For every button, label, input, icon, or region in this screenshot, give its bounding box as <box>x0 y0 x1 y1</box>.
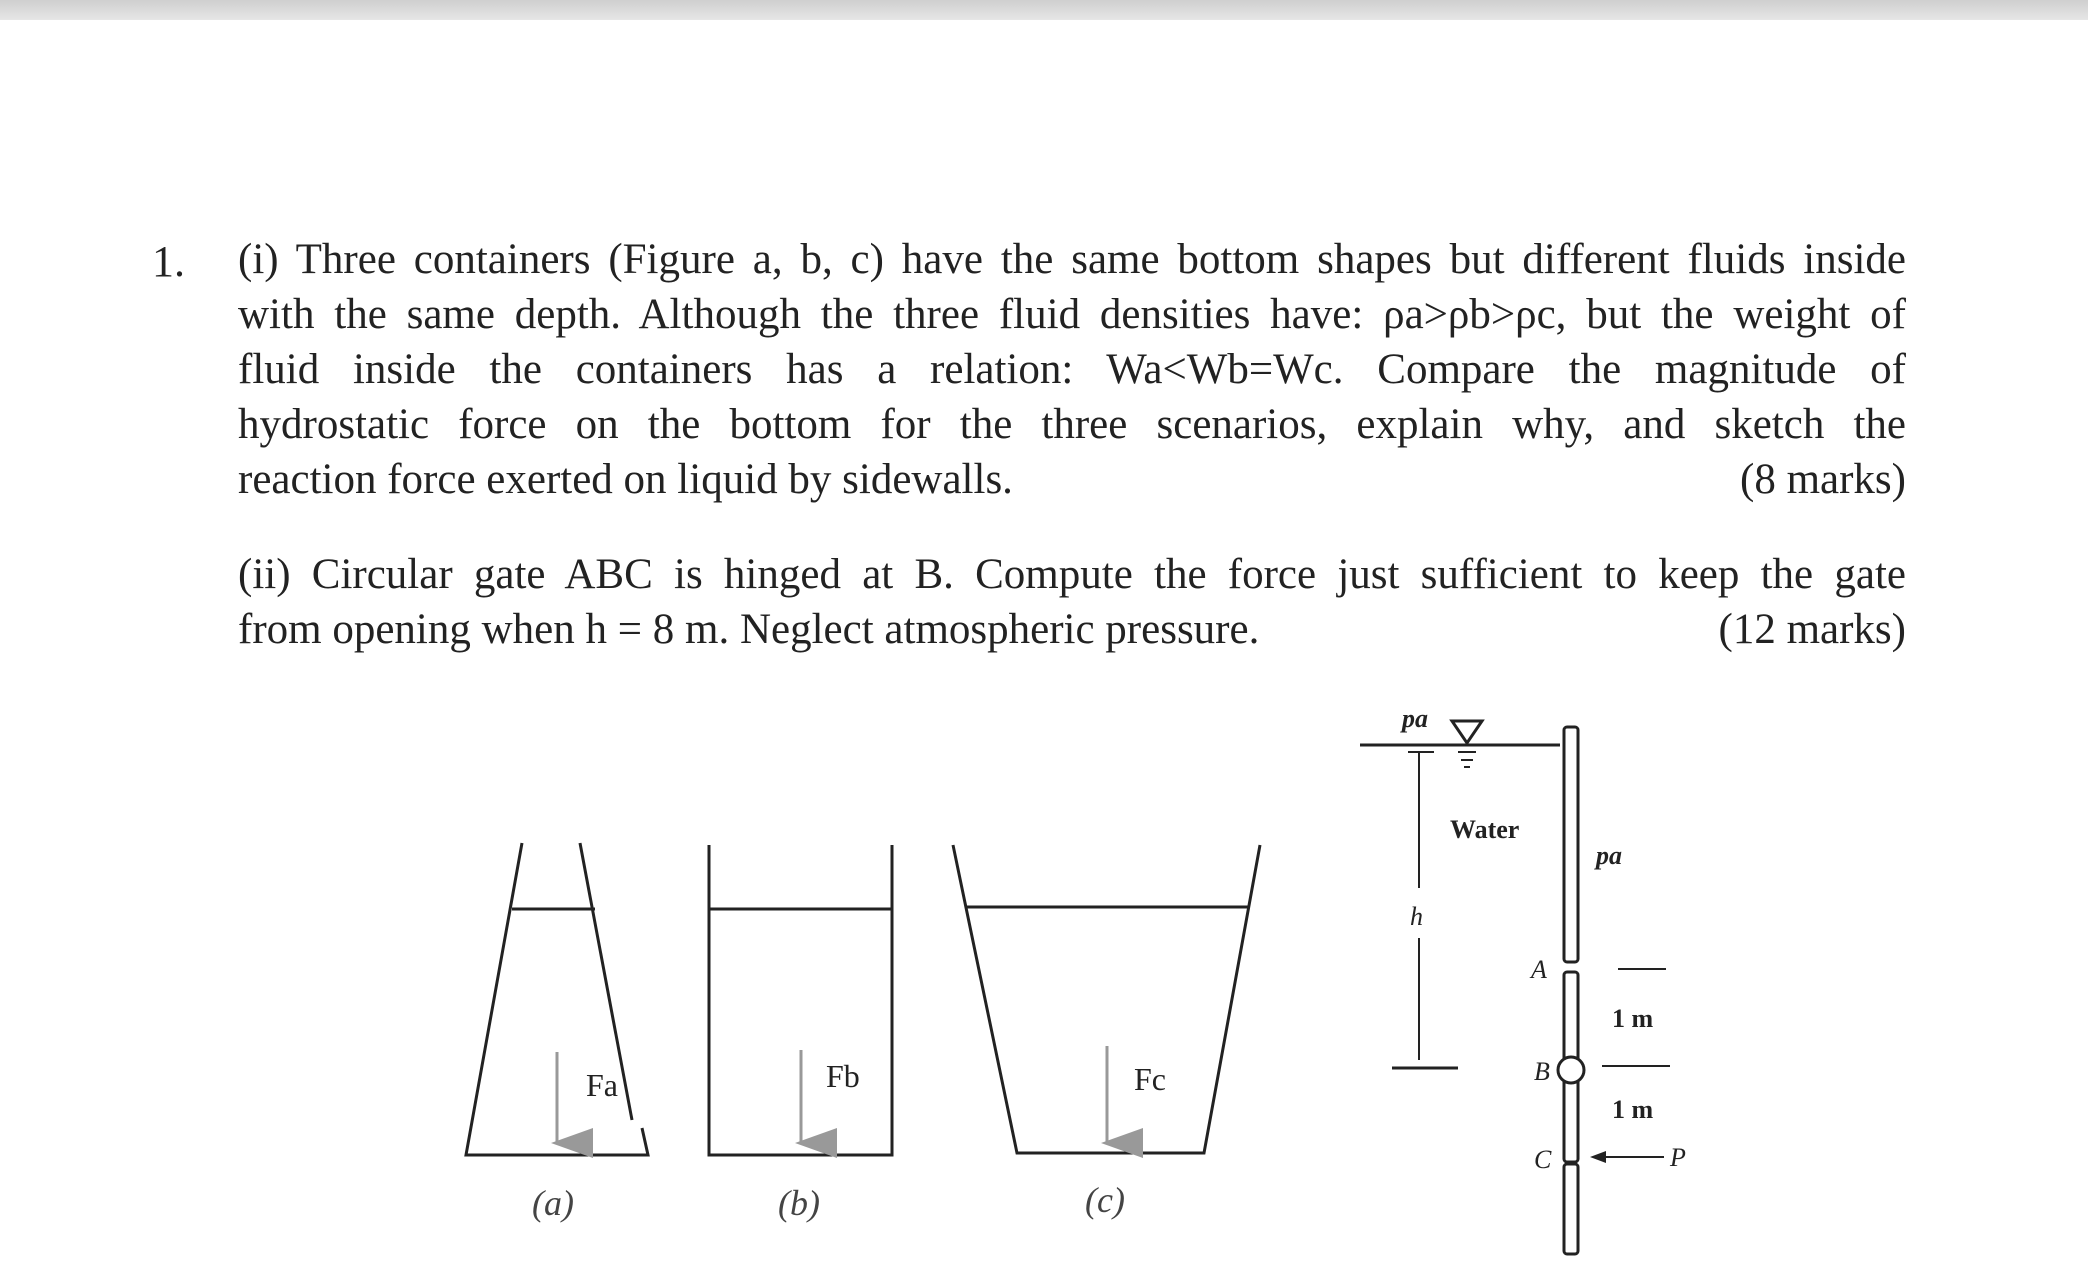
caption-b: (b) <box>778 1183 820 1223</box>
gate-dim-2: 1 m <box>1612 1095 1654 1124</box>
part2-marks: (12 marks) <box>1718 606 1906 653</box>
part1-line-4: hydrostatic force on the bottom for the three scenarios, explain why, and sketch the <box>238 401 1906 448</box>
gate-pa-side: pa <box>1596 841 1622 870</box>
force-label-a: Fa <box>586 1067 618 1103</box>
question-number: 1. <box>152 237 185 286</box>
caption-a: (a) <box>532 1183 574 1223</box>
part1-line-3: fluid inside the containers has a relation: Wa<Wb=Wc. Compare the magnitude of <box>238 346 1906 393</box>
gate-figure <box>1360 721 1670 1254</box>
gate-dim-1: 1 m <box>1612 1004 1654 1033</box>
gate-fluid-label: Water <box>1450 815 1520 844</box>
force-label-c: Fc <box>1134 1061 1166 1097</box>
part1-line-2: with the same depth. Although the three fluid densities have: ρa>ρb>ρc, but the weight of <box>238 291 1906 338</box>
part1-marks: (8 marks) <box>1740 456 1906 503</box>
gate-point-c: C <box>1534 1145 1552 1174</box>
gate-point-a: A <box>1531 955 1547 984</box>
force-label-b: Fb <box>826 1058 860 1094</box>
part1-line-1: (i) Three containers (Figure a, b, c) have the same bottom shapes but different fluids inside <box>238 236 1906 283</box>
part2-line-2: from opening when h = 8 m. Neglect atmospheric pressure. <box>238 606 1260 653</box>
gate-force-p: P <box>1670 1143 1686 1172</box>
part2-line-1: (ii) Circular gate ABC is hinged at B. Compute the force just sufficient to keep the gate <box>238 551 1906 598</box>
gate-point-b: B <box>1534 1057 1550 1086</box>
gate-pa-top: pa <box>1402 704 1428 733</box>
gate-depth-label: h <box>1410 902 1423 931</box>
part1-line-5: reaction force exerted on liquid by sidewalls. <box>238 456 1013 503</box>
caption-c: (c) <box>1085 1180 1125 1220</box>
